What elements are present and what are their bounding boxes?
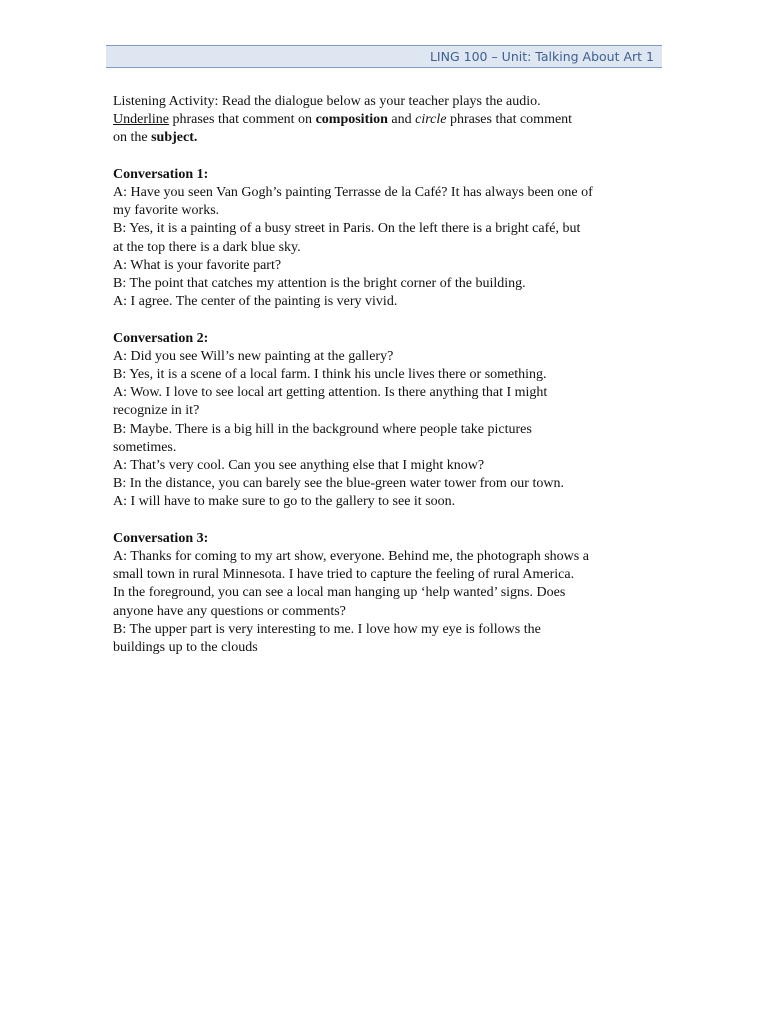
- subject-word: subject: [151, 130, 194, 146]
- conversation-2-line: A: That’s very cool. Can you see anything else that I might know?: [113, 458, 485, 474]
- underline-word: Underline: [113, 112, 169, 128]
- conversation-3-line: buildings up to the clouds: [113, 640, 258, 656]
- conversation-2-line: A: Wow. I love to see local art getting attention. Is there anything that I might: [113, 385, 548, 401]
- header-title: LING 100 – Unit: Talking About Art 1: [429, 49, 654, 64]
- conversation-3-line: In the foreground, you can see a local man hanging up ‘help wanted’ signs. Does: [113, 585, 566, 601]
- composition-word: composition: [315, 112, 388, 128]
- instructions-and: and: [387, 112, 416, 128]
- spacer: [113, 311, 665, 329]
- conversation-1-line: B: The point that catches my attention is the bright corner of the building.: [113, 276, 526, 292]
- conversation-1-title: Conversation 1:: [113, 166, 209, 182]
- conversation-1-line: A: Have you seen Van Gogh’s painting Terrasse de la Café? It has always been one of: [113, 185, 593, 200]
- instructions-line-2: [113, 111, 665, 129]
- instructions-phrase-b: phrases that comment: [446, 112, 573, 128]
- circle-word: circle: [415, 112, 447, 128]
- conversation-2-line: B: In the distance, you can barely see the blue-green water tower from our town.: [113, 476, 564, 492]
- instructions-on-the: on the: [113, 130, 152, 146]
- conversation-3-line: small town in rural Minnesota. I have tried to capture the feeling of rural America.: [113, 567, 575, 583]
- conversation-3-title: Conversation 3:: [113, 530, 209, 546]
- conversation-2-line: A: Did you see Will’s new painting at the gallery?: [113, 348, 394, 364]
- conversation-2-line: B: Yes, it is a scene of a local farm. I think his uncle lives there or something.: [113, 367, 547, 383]
- spacer: [113, 148, 665, 166]
- conversation-2-title: Conversation 2:: [113, 330, 209, 346]
- conversation-2-line: A: I will have to make sure to go to the gallery to see it soon.: [113, 494, 456, 510]
- spacer: [113, 512, 665, 530]
- conversation-1-line: A: What is your favorite part?: [113, 257, 282, 273]
- conversation-1-line: A: I agree. The center of the painting is very vivid.: [113, 294, 398, 310]
- instructions-period: .: [193, 130, 198, 146]
- document-body: [113, 93, 665, 657]
- conversation-2-line: sometimes.: [113, 439, 177, 455]
- conversation-1-line: my favorite works.: [113, 203, 220, 219]
- instructions-line-1: Listening Activity: Read the dialogue below as your teacher plays the audio.: [113, 94, 541, 109]
- conversation-2-line: recognize in it?: [113, 403, 200, 419]
- conversation-3-line: B: The upper part is very interesting to me. I love how my eye is follows the: [113, 621, 541, 637]
- conversation-2-line: B: Maybe. There is a big hill in the background where people take pictures: [113, 421, 532, 437]
- conversation-3-line: A: Thanks for coming to my art show, everyone. Behind me, the photograph shows a: [113, 549, 589, 565]
- instructions-line-3: [113, 129, 665, 147]
- conversation-1-line: at the top there is a dark blue sky.: [113, 239, 301, 255]
- instructions-phrase-a: phrases that comment on: [168, 112, 316, 128]
- header-bar: [106, 45, 662, 68]
- conversation-1-line: B: Yes, it is a painting of a busy street in Paris. On the left there is a bright café, but: [113, 221, 581, 237]
- conversation-3-line: anyone have any questions or comments?: [113, 603, 346, 619]
